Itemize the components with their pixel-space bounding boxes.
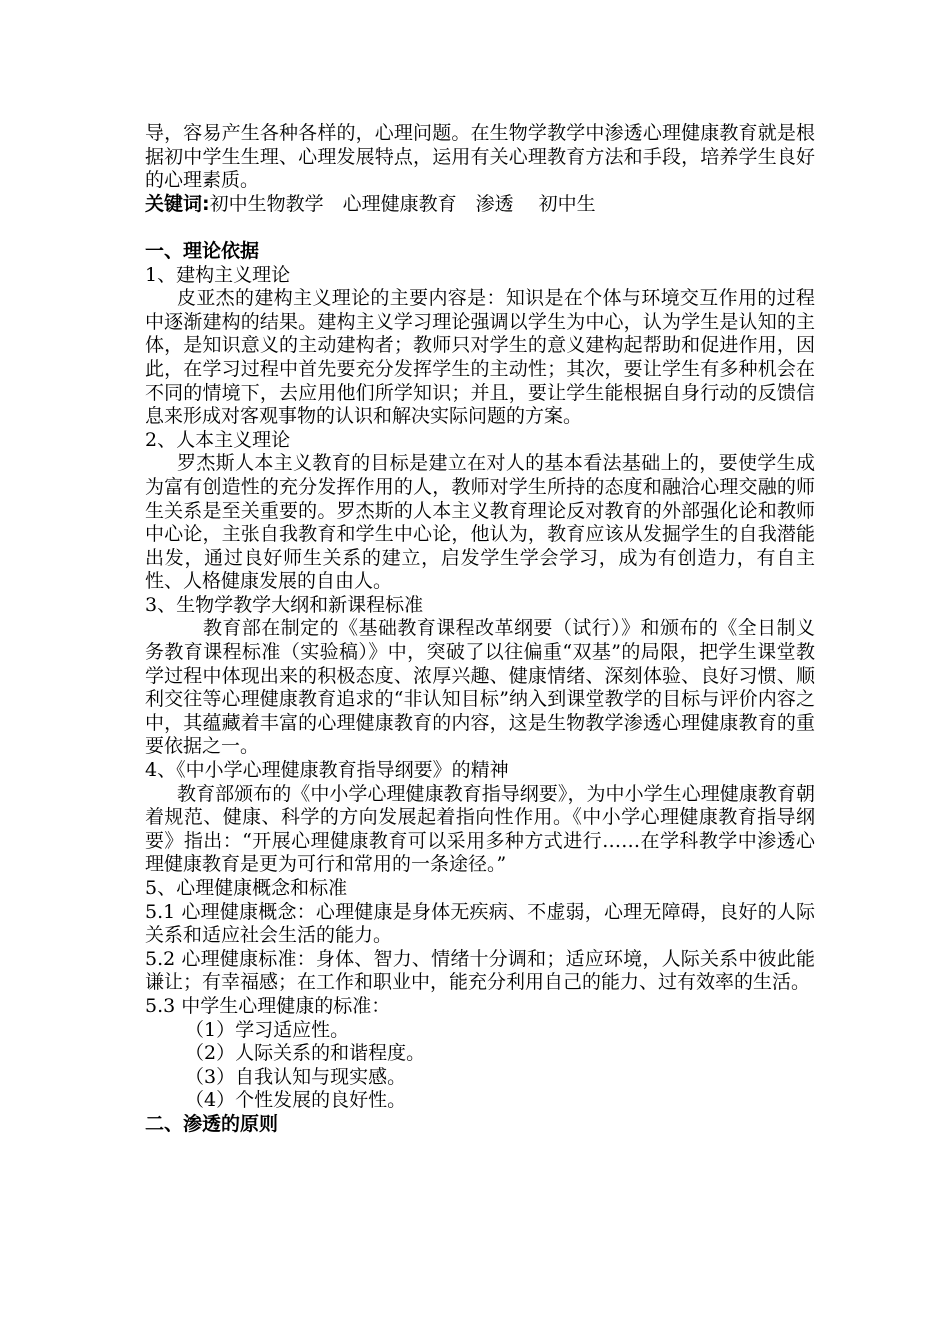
subsection-title-curriculum: 3、生物学教学大纲和新课程标准 bbox=[145, 593, 424, 616]
subsection-title-guideline: 4、《中小学心理健康教育指导纲要》的精神 bbox=[145, 759, 509, 782]
blank-line bbox=[145, 216, 815, 240]
document-page bbox=[145, 122, 815, 1137]
abstract-tail: 导，容易产生各种各样的，心理问题。在生物学教学中渗透心理健康教育就是根据初中学生生理、心理发展特点，运用有关心理教育方法和手段，培养学生良好的心理素质。 bbox=[145, 122, 815, 192]
keywords-label: 关键词: bbox=[145, 192, 210, 215]
section-heading-principles: 二、渗透的原则 bbox=[145, 1112, 279, 1135]
list-item: （2）人际关系的和谐程度。 bbox=[185, 1042, 426, 1065]
keywords-line bbox=[145, 193, 815, 217]
list-item: （1）学习适应性。 bbox=[185, 1018, 350, 1041]
keywords-text: 初中生物教学 心理健康教育 渗透 初中生 bbox=[209, 192, 596, 215]
paragraph-guideline: 教育部颁布的《中小学心理健康教育指导纲要》，为中小学生心理健康教育朝着规范、健康、科学的方向发展起着指向性作用。《中小学心理健康教育指导纲要》指出：“开展心理健康教育可以采用多种方式进行……在学科教学中渗透心理健康教育是更为可行和常用的一条途径。” bbox=[145, 782, 815, 876]
list-item: （3）自我认知与现实感。 bbox=[185, 1065, 407, 1088]
paragraph-student-standard: 5.3 中学生心理健康的标准： bbox=[145, 994, 391, 1017]
subsection-title-humanism: 2、人本主义理论 bbox=[145, 428, 291, 451]
paragraph-curriculum: 教育部在制定的《基础教育课程改革纲要（试行）》和颁布的《全日制义务教育课程标准（实验稿）》中，突破了以往偏重“双基”的局限，把学生课堂教学过程中体现出来的积极态度、浓厚兴趣、健康情绪、深刻体验、良好习惯、顺利交往等心理健康教育追求的“非认知目标”纳入到课堂教学的目标与评价内容之中，其蕴藏着丰富的心理健康教育的内容，这是生物教学渗透心理健康教育的重要依据之一。 bbox=[145, 617, 815, 758]
paragraph-concept: 5.1 心理健康概念：心理健康是身体无疾病、不虚弱，心理无障碍，良好的人际关系和适应社会生活的能力。 bbox=[145, 900, 815, 947]
section-heading-theory: 一、理论依据 bbox=[145, 239, 260, 262]
paragraph-standard: 5.2 心理健康标准：身体、智力、情绪十分调和；适应环境，人际关系中彼此能谦让；有幸福感；在工作和职业中，能充分利用自己的能力、过有效率的生活。 bbox=[145, 947, 815, 994]
subsection-title-constructivism: 1、建构主义理论 bbox=[145, 263, 291, 286]
paragraph-humanism: 罗杰斯人本主义教育的目标是建立在对人的基本看法基础上的，要使学生成为富有创造性的充分发挥作用的人，教师对学生所持的态度和融洽心理交融的师生关系是至关重要的。罗杰斯的人本主义教育理论反对教育的外部强化论和教师中心论，主张自我教育和学生中心论，他认为，教育应该从发掘学生的自我潜能出发，通过良好师生关系的建立，启发学生学会学习，成为有创造力，有自主性、人格健康发展的自由人。 bbox=[145, 452, 815, 593]
subsection-title-mental-health: 5、心理健康概念和标准 bbox=[145, 877, 348, 899]
list-item: （4）个性发展的良好性。 bbox=[185, 1089, 407, 1112]
paragraph-constructivism: 皮亚杰的建构主义理论的主要内容是：知识是在个体与环境交互作用的过程中逐渐建构的结果。建构主义学习理论强调以学生为中心，认为学生是认知的主体，是知识意义的主动建构者；教师只对学生的意义建构起帮助和促进作用，因此，在学习过程中首先要充分发挥学生的主动性；其次，要让学生有多种机会在不同的情境下，去应用他们所学知识；并且，要让学生能根据自身行动的反馈信息来形成对客观事物的认识和解决实际问题的方案。 bbox=[145, 287, 815, 428]
